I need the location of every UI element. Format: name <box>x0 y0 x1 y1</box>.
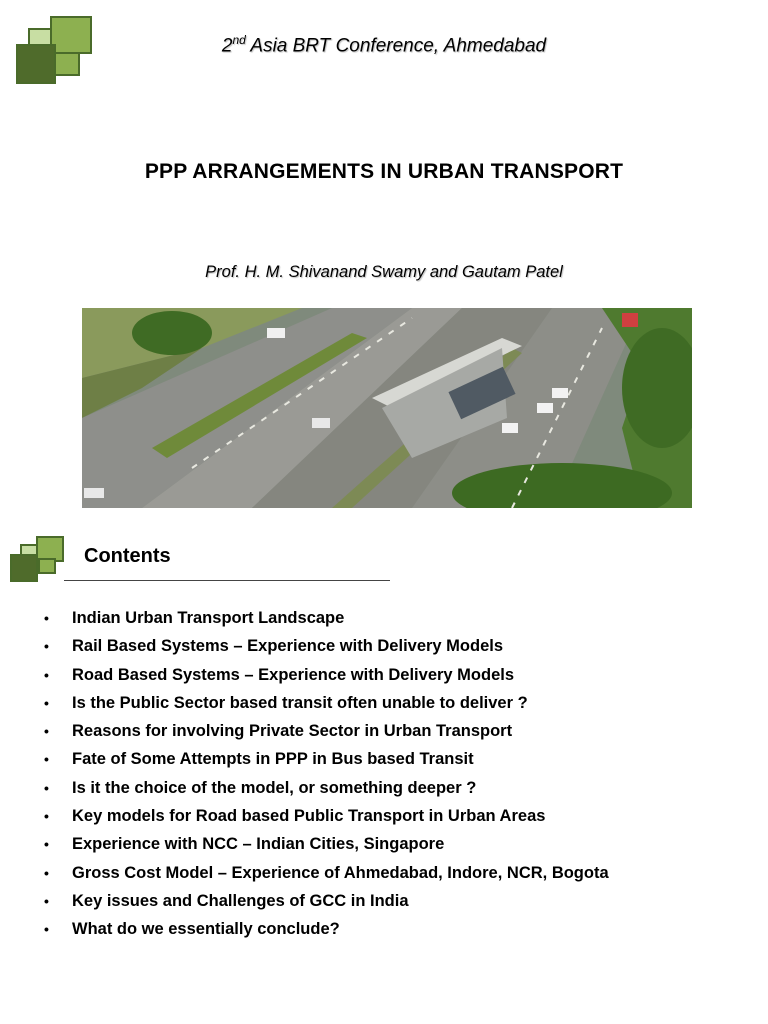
contents-list <box>44 604 609 944</box>
list-item: • Road Based Systems – Experience with Delivery Models <box>44 661 609 689</box>
bullet-icon: • <box>44 808 49 825</box>
list-item: • Rail Based Systems – Experience with Delivery Models <box>44 632 609 660</box>
list-item: • Gross Cost Model – Experience of Ahmedabad, Indore, NCR, Bogota <box>44 859 609 887</box>
bullet-icon: • <box>44 864 49 881</box>
brt-corridor-photo <box>82 308 692 508</box>
bullet-icon: • <box>44 638 49 655</box>
presentation-title: PPP ARRANGEMENTS IN URBAN TRANSPORT <box>144 160 624 183</box>
contents-logo-squares <box>10 536 64 582</box>
list-item: • Is it the choice of the model, or something deeper ? <box>44 774 609 802</box>
bullet-icon: • <box>44 892 49 909</box>
authors: Prof. H. M. Shivanand Swamy and Gautam Patel <box>205 263 563 281</box>
bullet-icon: • <box>44 751 49 768</box>
list-item: • Reasons for involving Private Sector in Urban Transport <box>44 717 609 745</box>
conference-title: 2nd Asia BRT Conference, Ahmedabad <box>221 33 547 57</box>
bullet-icon: • <box>44 836 49 853</box>
contents-divider <box>64 580 390 581</box>
bullet-icon: • <box>44 779 49 796</box>
list-item: • Fate of Some Attempts in PPP in Bus based Transit <box>44 745 609 773</box>
bullet-icon: • <box>44 666 49 683</box>
bullet-icon: • <box>44 610 49 626</box>
list-item: • Indian Urban Transport Landscape <box>44 604 609 632</box>
bullet-icon: • <box>44 921 49 938</box>
contents-heading: Contents <box>84 545 171 567</box>
list-item: • Is the Public Sector based transit often unable to deliver ? <box>44 689 609 717</box>
list-item: • Key issues and Challenges of GCC in India <box>44 887 609 915</box>
list-item: • What do we essentially conclude? <box>44 915 609 943</box>
bullet-icon: • <box>44 694 49 711</box>
list-item: • Experience with NCC – Indian Cities, Singapore <box>44 830 609 858</box>
list-item: • Key models for Road based Public Transport in Urban Areas <box>44 802 609 830</box>
bullet-icon: • <box>44 723 49 740</box>
